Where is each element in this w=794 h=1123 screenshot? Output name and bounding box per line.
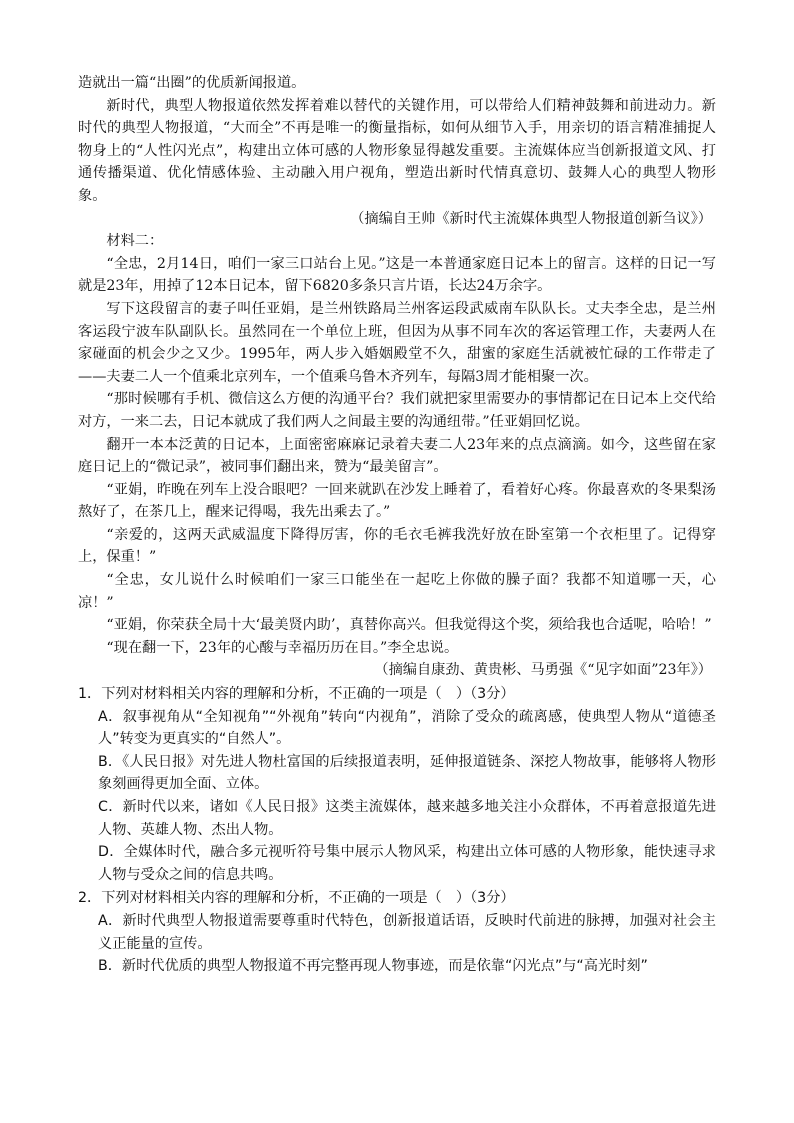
- material-2-paragraph-6: “亲爱的，这两天武威温度下降得厉害，你的毛衣毛裤我洗好放在卧室第一个衣柜里了。记得穿上，保重！”: [78, 526, 716, 566]
- source-citation-2: （摘编自康劲、黄贵彬、马勇强《“见字如面”23年》）: [374, 662, 712, 679]
- passage-paragraph: 新时代，典型人物报道依然发挥着难以替代的关键作用，可以带给人们精神鼓舞和前进动力。新时代的典型人物报道，“大而全”不再是唯一的衡量指标，如何从细节入手，用亲切的语言精准捕捉人物身上的“人性闪光点”，构建出立体可感的人物形象显得越发重要。主流媒体应当创新报道文风、打通传播渠道、优化情感体验、主动融入用户视角，塑造出新时代情真意切、鼓舞人心的典型人物形象。: [78, 97, 716, 204]
- question-1-option-a: A．叙事视角从“全知视角”“外视角”转向“内视角”，消除了受众的疏离感，使典型人物从“道德圣人”转变为更真实的“自然人”。: [98, 708, 716, 748]
- question-2-option-a: A．新时代典型人物报道需要尊重时代特色，创新报道话语，反映时代前进的脉搏，加强对社会主义正能量的宣传。: [98, 912, 716, 952]
- material-2-title: 材料二：: [106, 233, 164, 250]
- question-1-option-b: B．《人民日报》对先进人物杜富国的后续报道表明，延伸报道链条、深挖人物故事，能够将人物形象刻画得更加全面、立体。: [98, 753, 716, 793]
- question-1-stem: 1．下列对材料相关内容的理解和分析，不正确的一项是（ ）（3分）: [78, 686, 515, 703]
- material-2-paragraph-5: “亚娟，昨晚在列车上没合眼吧？一回来就趴在沙发上睡着了，看着好心疼。你最喜欢的冬果梨汤熬好了，在茶几上，醒来记得喝，我先出乘去了。”: [78, 481, 716, 521]
- material-2-paragraph-9: “现在翻一下，23年的心酸与幸福历历在目。”李全忠说。: [106, 639, 459, 656]
- material-2-paragraph-7: “全忠，女儿说什么时候咱们一家三口能坐在一起吃上你做的臊子面？我都不知道哪一天，心凉！”: [78, 572, 716, 611]
- material-2-paragraph-3: “那时候哪有手机、微信这么方便的沟通平台？我们就把家里需要办的事情都记在日记本上交代给对方，一来二去，日记本就成了我们两人之间最主要的沟通纽带。”任亚娟回忆说。: [78, 391, 716, 430]
- question-1-option-c: C．新时代以来，诸如《人民日报》这类主流媒体，越来越多地关注小众群体，不再着意报道先进人物、英雄人物、杰出人物。: [98, 799, 716, 838]
- question-1: [78, 683, 716, 886]
- material-2-paragraph-2: 写下这段留言的妻子叫任亚娟，是兰州铁路局兰州客运段武威南车队队长。丈夫李全忠，是兰州客运段宁波车队副队长。虽然同在一个单位上班，但因为从事不同车次的客运管理工作，夫妻两人在家碰面的机会少之又少。1995年，两人步入婚姻殿堂不久，甜蜜的家庭生活就被忙碌的工作带走了——夫妻二人一个值乘北京列车，一个值乘乌鲁木齐列车，每隔3周才能相聚一次。: [78, 300, 716, 385]
- question-2-stem: 2．下列对材料相关内容的理解和分析，不正确的一项是（ ）（3分）: [78, 890, 515, 907]
- source-citation-1: （摘编自王帅《新时代主流媒体典型人物报道创新刍议》）: [350, 210, 712, 227]
- material-2-paragraph-1: “全忠，2月14日，咱们一家三口站台上见。”这是一本普通家庭日记本上的留言。这样的日记一写就是23年，用掉了12本日记本，留下6820多条只言片语，长达24万余字。: [78, 255, 716, 295]
- passage-line-continued: 造就出一篇“出圈”的优质新闻报道。: [78, 75, 306, 91]
- question-1-option-d: D．全媒体时代，融合多元视听符号集中展示人物风采，构建出立体可感的人物形象，能快速寻求人物与受众之间的信息共鸣。: [98, 844, 716, 883]
- material-2-paragraph-4: 翻开一本本泛黄的日记本，上面密密麻麻记录着夫妻二人23年来的点点滴滴。如今，这些留在家庭日记上的“微记录”，被同事们翻出来，赞为“最美留言”。: [78, 436, 716, 476]
- question-2: [78, 887, 716, 977]
- material-2-paragraph-8: “亚娟，你荣获全局十大‘最美贤内助’，真替你高兴。但我觉得这个奖，须给我也合适呢，哈哈！”: [106, 617, 712, 634]
- question-2-option-b: B．新时代优质的典型人物报道不再完整再现人物事迹，而是依靠“闪光点”与“高光时刻”: [98, 958, 648, 975]
